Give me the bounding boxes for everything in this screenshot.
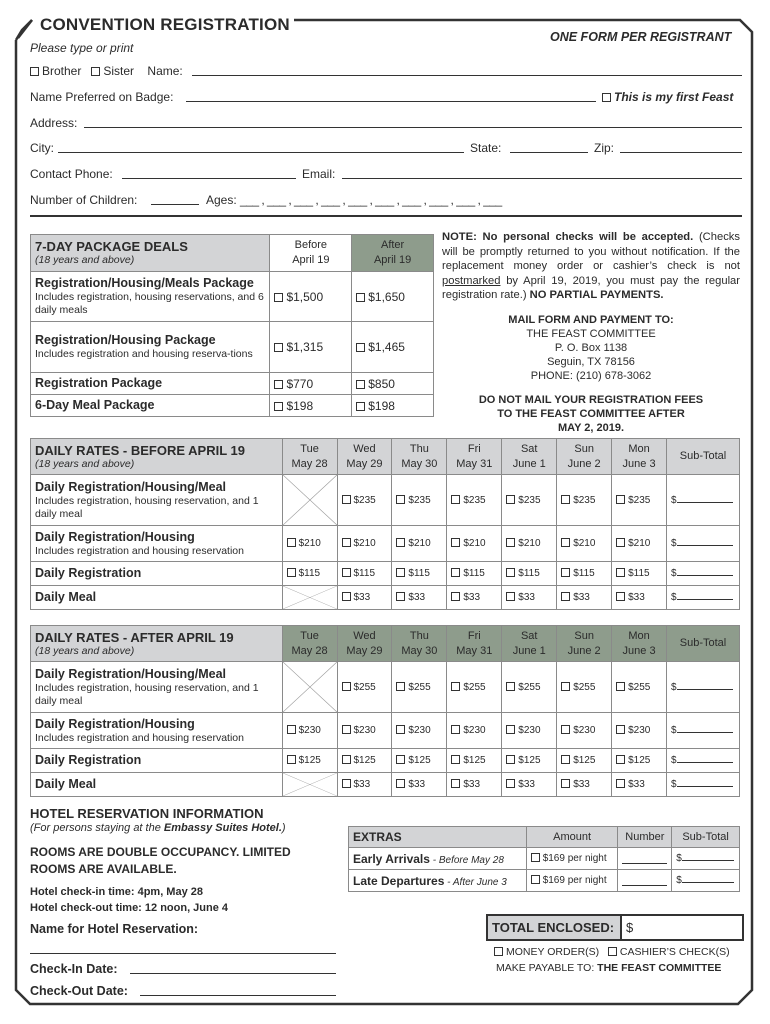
total-label: TOTAL ENCLOSED: [488, 916, 622, 939]
payment-options [494, 946, 730, 958]
ages-label: Ages: [206, 193, 237, 207]
rate-name: Daily Registration/Housing [35, 529, 195, 544]
price-option[interactable]: $115 [337, 562, 392, 586]
before-col-header: Before April 19 [270, 235, 352, 272]
subtotal-field[interactable]: $ [667, 749, 740, 773]
subtotal-field[interactable]: $ [667, 586, 740, 610]
daily-row [31, 773, 740, 797]
package-desc: Includes registration, housing reservations, and 6 daily meals [35, 291, 264, 316]
price-option[interactable]: $33 [502, 586, 557, 610]
price-option[interactable]: $125 [502, 749, 557, 773]
subtotal-field[interactable]: $ [672, 870, 740, 892]
extras-title: EXTRAS [349, 827, 527, 848]
mail-addr1: THE FEAST COMMITTEE [526, 327, 656, 340]
ages-fields[interactable]: ___ , ___ , ___ , ___ , ___ , ___ , ___ , ___ , ___ , ___ [240, 193, 502, 207]
price-option[interactable]: $125 [557, 749, 612, 773]
subtotal-field[interactable]: $ [667, 773, 740, 797]
price-option[interactable]: $255 [447, 662, 502, 713]
price-option[interactable]: $230 [337, 713, 392, 749]
day-header: Wed May 29 [337, 439, 392, 475]
day-header: Sun June 2 [557, 626, 612, 662]
badge-label: Name Preferred on Badge: [30, 90, 174, 104]
price-option[interactable]: $255 [612, 662, 667, 713]
hotel-subtitle: (For persons staying at the Embassy Suites Hotel.) [30, 822, 286, 834]
daily-row [31, 562, 740, 586]
badge-field[interactable] [186, 101, 596, 102]
day-header: Thu May 30 [392, 439, 447, 475]
first-feast-option [602, 90, 733, 104]
price-option[interactable]: $169 per night [526, 848, 618, 870]
daily-before-table [30, 438, 740, 610]
number-header: Number [618, 827, 672, 848]
email-label: Email: [302, 167, 336, 181]
subtotal-field[interactable]: $ [667, 713, 740, 749]
price-option[interactable]: $255 [557, 662, 612, 713]
price-option[interactable]: $235 [392, 475, 447, 526]
daily-after-table [30, 625, 740, 797]
price-option[interactable]: $850 [352, 373, 434, 395]
checkout-label: Check-Out Date: [30, 984, 128, 998]
city-label: City: [30, 141, 54, 155]
form-subtitle: Please type or print [30, 41, 134, 55]
daily-row [31, 475, 740, 526]
package-row [31, 272, 434, 322]
price-option[interactable]: $33 [557, 586, 612, 610]
day-header: Sat June 1 [502, 626, 557, 662]
package-name: Registration/Housing Package [35, 333, 216, 347]
donot-line3: MAY 2, 2019. [557, 421, 625, 434]
price-option[interactable]: $125 [337, 749, 392, 773]
unavailable-cell [282, 475, 337, 526]
brother-label: Brother [42, 64, 82, 78]
occupancy-line1: ROOMS ARE DOUBLE OCCUPANCY. LIMITED [30, 845, 291, 859]
price-option[interactable]: $115 [282, 562, 337, 586]
package-table [30, 234, 434, 417]
address-field[interactable] [84, 127, 742, 128]
occupancy-line2: ROOMS ARE AVAILABLE. [30, 862, 177, 876]
sister-checkbox[interactable] [91, 67, 100, 76]
price-option[interactable]: $169 per night [526, 870, 618, 892]
rate-name: Daily Registration [35, 566, 142, 580]
checkin-time: Hotel check-in time: 4pm, May 28 [30, 886, 203, 898]
daily-row [31, 586, 740, 610]
checkin-field[interactable] [130, 973, 336, 974]
one-form-note: ONE FORM PER REGISTRANT [550, 30, 732, 44]
daily-header: DAILY RATES - BEFORE APRIL 19 (18 years and above) [31, 439, 283, 475]
rate-name: Daily Meal [35, 777, 97, 791]
price-option[interactable]: $210 [502, 526, 557, 562]
price-option[interactable]: $33 [502, 773, 557, 797]
package-name: 6-Day Meal Package [35, 398, 155, 412]
price-option[interactable]: $210 [392, 526, 447, 562]
subtotal-header: Sub-Total [667, 439, 740, 475]
price-option[interactable]: $33 [557, 773, 612, 797]
price-option[interactable]: $33 [337, 773, 392, 797]
package-row [31, 322, 434, 373]
extras-table [348, 826, 740, 892]
extras-row: Early Arrivals - Before May 28 $169 per night $ [349, 848, 740, 870]
checkin-label: Check-In Date: [30, 962, 118, 976]
daily-header: DAILY RATES - AFTER APRIL 19 (18 years and above) [31, 626, 283, 662]
hotel-name-field[interactable] [30, 953, 336, 954]
package-subtitle: (18 years and above) [35, 254, 135, 266]
total-box [486, 914, 744, 941]
price-option[interactable]: $33 [447, 773, 502, 797]
total-field[interactable]: $ [626, 920, 634, 935]
phone-label: Contact Phone: [30, 167, 113, 181]
subtotal-field[interactable]: $ [672, 848, 740, 870]
package-title: 7-DAY PACKAGE DEALS [35, 239, 188, 254]
price-option[interactable]: $230 [447, 713, 502, 749]
price-option[interactable]: $255 [337, 662, 392, 713]
price-option[interactable]: $210 [282, 526, 337, 562]
section-divider [30, 215, 742, 217]
rate-desc: Includes registration and housing reservation [35, 731, 244, 744]
phone-field[interactable] [122, 178, 296, 179]
price-option[interactable]: $125 [282, 749, 337, 773]
day-header: Sat June 1 [502, 439, 557, 475]
daily-row [31, 526, 740, 562]
hotel-title: HOTEL RESERVATION INFORMATION [30, 806, 264, 821]
package-desc: Includes registration and housing reserva-tions [35, 348, 253, 360]
hotel-name-label: Name for Hotel Reservation: [30, 922, 199, 936]
price-option[interactable]: $230 [282, 713, 337, 749]
day-header: Tue May 28 [282, 626, 337, 662]
mail-addr3: Seguin, TX 78156 [547, 355, 635, 368]
package-row [31, 373, 434, 395]
price-option[interactable]: $125 [612, 749, 667, 773]
price-option[interactable]: $115 [557, 562, 612, 586]
price-option[interactable]: $210 [337, 526, 392, 562]
rate-name: Daily Registration/Housing/Meal [35, 666, 227, 681]
money-order-label: MONEY ORDER(S) [506, 946, 600, 958]
donot-line2: TO THE FEAST COMMITTEE AFTER [497, 407, 685, 420]
price-option[interactable]: $235 [612, 475, 667, 526]
package-name: Registration/Housing/Meals Package [35, 276, 254, 290]
price-option[interactable]: $115 [612, 562, 667, 586]
cashiers-check-label: CASHIER’S CHECK(S) [619, 946, 730, 958]
mail-addr2: P. O. Box 1138 [554, 341, 628, 354]
daily-row [31, 713, 740, 749]
day-header: Wed May 29 [337, 626, 392, 662]
rate-name: Daily Registration [35, 753, 142, 767]
unavailable-cell [282, 773, 337, 797]
day-header: Fri May 31 [447, 439, 502, 475]
zip-label: Zip: [594, 141, 615, 155]
number-field[interactable] [618, 870, 672, 892]
name-label: Name: [147, 64, 183, 78]
number-field[interactable] [618, 848, 672, 870]
rate-desc: Includes registration and housing reservation [35, 544, 244, 557]
price-option[interactable]: $230 [502, 713, 557, 749]
subtotal-header: Sub-Total [667, 626, 740, 662]
day-header: Mon June 3 [612, 439, 667, 475]
money-order-checkbox[interactable] [494, 947, 503, 956]
subtotal-field[interactable]: $ [667, 475, 740, 526]
unavailable-cell [282, 586, 337, 610]
price-option[interactable]: $33 [392, 586, 447, 610]
day-header: Fri May 31 [447, 626, 502, 662]
price-option[interactable]: $235 [337, 475, 392, 526]
extras-subtotal-header: Sub-Total [672, 827, 740, 848]
day-header: Tue May 28 [282, 439, 337, 475]
price-option[interactable]: $33 [392, 773, 447, 797]
donot-line1: DO NOT MAIL YOUR REGISTRATION FEES [478, 393, 704, 406]
state-field[interactable] [510, 152, 588, 153]
price-option[interactable]: $210 [612, 526, 667, 562]
city-field[interactable] [58, 152, 464, 153]
payment-note: NOTE: No personal checks will be accepted. (Checks will be promptly returned to you without notification. If the replacement money order or cashier’s check is not postmarked by April 19, 2019, you must pay the regular registration rate.) NO PARTIAL PAYMENTS. MAIL FORM AND PAYMENT TO: THE FEAST COMMITTEE P. O. Box 1138 Seguin, TX 78156 PHONE: (210) 678-3062 DO NOT MAIL YOUR REGISTRATION FEES TO THE FEAST COMMITTEE AFTER MAY 2, 2019. [442, 231, 740, 434]
day-header: Sun June 2 [557, 439, 612, 475]
daily-row [31, 749, 740, 773]
rate-name: Daily Registration/Housing/Meal [35, 479, 227, 494]
price-option[interactable]: $33 [612, 773, 667, 797]
price-option[interactable]: $210 [557, 526, 612, 562]
first-feast-checkbox[interactable] [602, 93, 611, 102]
price-option[interactable]: $1,315 [270, 322, 352, 373]
unavailable-cell [282, 662, 337, 713]
form-title: CONVENTION REGISTRATION [36, 15, 294, 35]
price-option[interactable]: $255 [392, 662, 447, 713]
children-field[interactable] [151, 204, 199, 205]
price-option[interactable]: $235 [447, 475, 502, 526]
day-header: Mon June 3 [612, 626, 667, 662]
after-col-header: After April 19 [352, 235, 434, 272]
price-option[interactable]: $125 [392, 749, 447, 773]
brother-checkbox[interactable] [30, 67, 39, 76]
amount-header: Amount [526, 827, 618, 848]
rate-desc: Includes registration, housing reservation, and 1 daily meal [35, 681, 259, 707]
price-option[interactable]: $1,500 [270, 272, 352, 322]
price-option[interactable]: $230 [557, 713, 612, 749]
price-option[interactable]: $235 [557, 475, 612, 526]
package-header [31, 235, 270, 272]
price-option[interactable]: $1,650 [352, 272, 434, 322]
state-label: State: [470, 141, 502, 155]
price-option[interactable]: $210 [447, 526, 502, 562]
day-header: Thu May 30 [392, 626, 447, 662]
name-field[interactable] [192, 75, 742, 76]
price-option[interactable]: $115 [392, 562, 447, 586]
price-option[interactable]: $125 [447, 749, 502, 773]
price-option[interactable]: $1,465 [352, 322, 434, 373]
subtotal-field[interactable]: $ [667, 526, 740, 562]
daily-row [31, 662, 740, 713]
subtotal-field[interactable]: $ [667, 662, 740, 713]
price-option[interactable]: $255 [502, 662, 557, 713]
checkout-time: Hotel check-out time: 12 noon, June 4 [30, 902, 229, 914]
cashiers-check-checkbox[interactable] [608, 947, 617, 956]
price-option[interactable]: $115 [447, 562, 502, 586]
mail-addr4: PHONE: (210) 678-3062 [530, 369, 652, 382]
payable-to: MAKE PAYABLE TO: THE FEAST COMMITTEE [496, 962, 722, 974]
first-feast-label: This is my first Feast [614, 90, 734, 104]
price-option[interactable]: $198 [270, 395, 352, 417]
price-option[interactable]: $33 [337, 586, 392, 610]
price-option[interactable]: $115 [502, 562, 557, 586]
price-option[interactable]: $198 [352, 395, 434, 417]
subtotal-field[interactable]: $ [667, 562, 740, 586]
price-option[interactable]: $235 [502, 475, 557, 526]
price-option[interactable]: $33 [612, 586, 667, 610]
package-row [31, 395, 434, 417]
children-label: Number of Children: [30, 193, 138, 207]
package-name: Registration Package [35, 376, 163, 390]
checkout-field[interactable] [140, 995, 336, 996]
gender-row [30, 64, 183, 78]
price-option[interactable]: $33 [447, 586, 502, 610]
address-label: Address: [30, 116, 78, 130]
sister-label: Sister [103, 64, 135, 78]
rate-name: Daily Meal [35, 590, 97, 604]
email-field[interactable] [342, 178, 742, 179]
price-option[interactable]: $230 [392, 713, 447, 749]
extras-row: Late Departures - After June 3 $169 per night $ [349, 870, 740, 892]
price-option[interactable]: $230 [612, 713, 667, 749]
mail-title: MAIL FORM AND PAYMENT TO: [508, 313, 674, 326]
price-option[interactable]: $770 [270, 373, 352, 395]
zip-field[interactable] [620, 152, 742, 153]
rate-desc: Includes registration, housing reservation, and 1 daily meal [35, 494, 259, 520]
rate-name: Daily Registration/Housing [35, 716, 195, 731]
